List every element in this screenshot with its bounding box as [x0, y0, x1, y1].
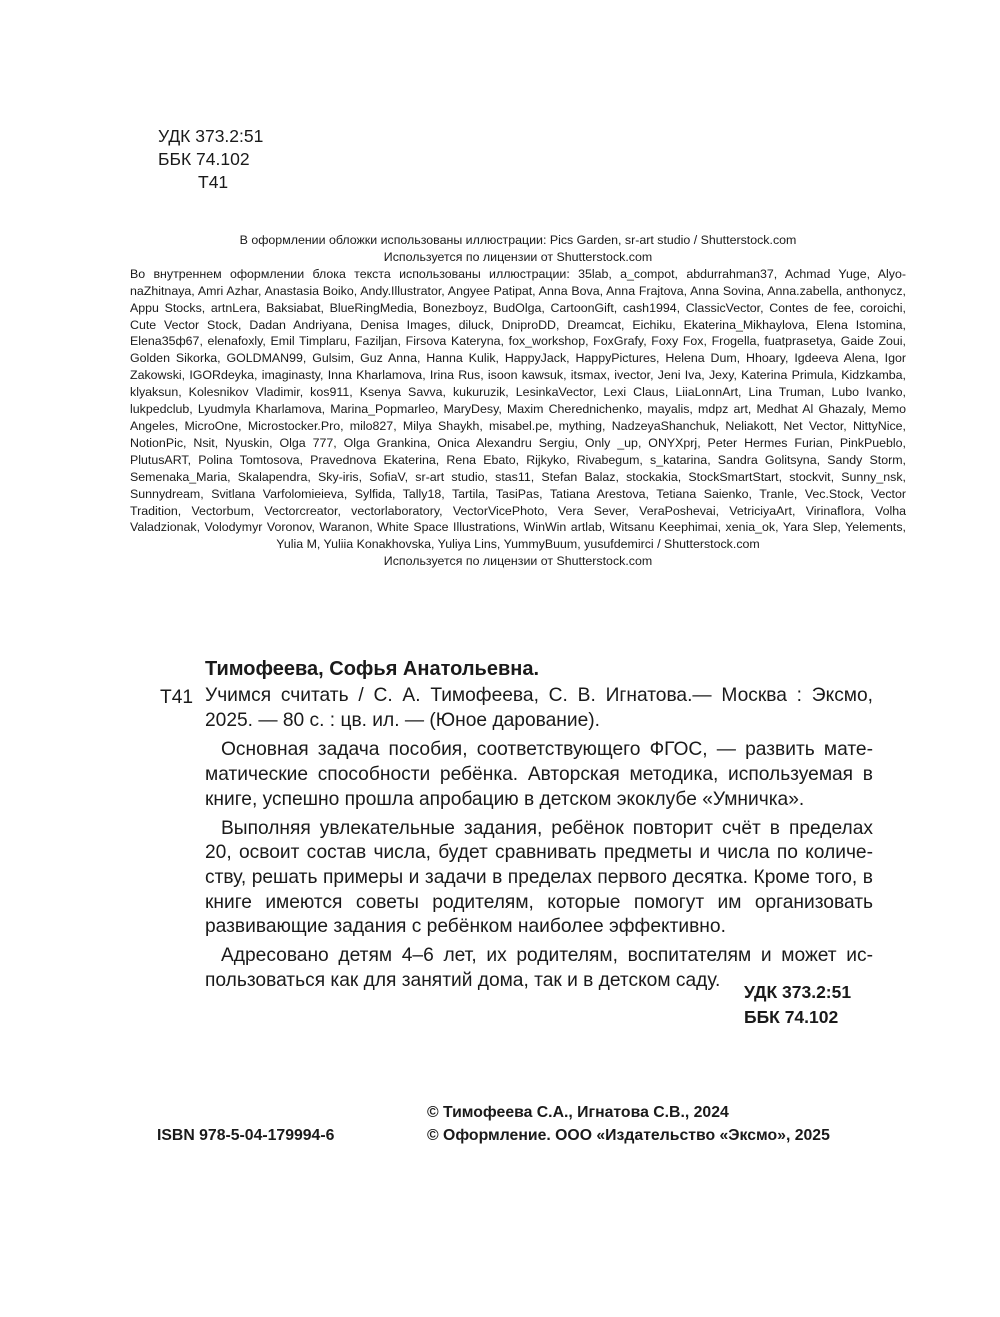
license-note-2: Используется по лицензии от Shutterstock.com	[383, 554, 653, 569]
udk-top: УДК 373.2:51	[158, 126, 264, 146]
annotation-paragraph-2: Выполняя увлекательные задания, ребёнок повторит счёт в пределах 20, освоит состав числа, будет сравнивать предметы и числа по количеству, решать примеры и задачи в пределах первого десятка. Кроме того, в книге имеются советы родителям, которые помогут им организовать развивающие задания с ребёнком наиболее эффективно.	[205, 817, 873, 938]
bbk-bottom: ББК 74.102	[744, 1007, 839, 1027]
copyright-design: © Оформление. ООО «Издательство «Эксмо», 2025	[427, 1127, 830, 1144]
copyright-authors: © Тимофеева С.А., Игнатова С.В., 2024	[427, 1104, 729, 1121]
annotation-paragraph-3: Адресовано детям 4–6 лет, их родителям, воспитателям и может использоваться как для занятий дома, так и в детском саду.	[205, 945, 873, 991]
license-note-1: Используется по лицензии от Shutterstock.com	[383, 249, 653, 264]
illustration-credits	[130, 232, 906, 570]
udk-bottom: УДК 373.2:51	[744, 982, 852, 1002]
classification-bottom	[744, 980, 851, 1030]
isbn: ISBN 978-5-04-179994-6	[157, 1127, 335, 1144]
cover-illustration-credit: В оформлении обложки использованы иллюстрации: Pics Garden, sr-art studio / Shutterstock.com	[239, 233, 797, 247]
catalog-author: Тимофеева, Софья Анатольевна.	[205, 658, 540, 680]
inner-illustration-credit: Во внутреннем оформлении блока текста использованы иллюстрации: 35lab, a_compot, abdurrahman37, Achmad Yuge, AlyonaZhitnaya, Amri Azhar, Anastasia Boiko, Andy.Illustrator, Angyee Patipat, Anna Bova, Anna Frajtova, Anna Sovina, Anna.zabella, anthonycz, Appu Stocks, artnLera, Baksiabat, BlueRingMedia, Bonezboyz, BudOlga, CartoonGift, cash1994, ClassicVector, Contes de fee, coroichi, Cute Vector Stock, Dadan Andriyana, Denisa Images, diluck, DniproDD, Dreamcat, Eichiku, Ekaterina_Mikhaylova, Elena Istomina, Elena35ф67, elenafoxly, Emil Timplaru, Faziljan, Firsova Kateryna, fox_workshop, FoxGrafy, Foxy Fox, Frogella, fuatprasetya, Gaide Zoui, Golden Sikorka, GOLDMAN99, Gulsim, Guz Anna, Hanna Kulik, HappyJack, HappyPictures, Helena Dum, Hhoary, Igdeeva Alena, Igor Zakowski, IGORdeyka, imaginasty, Inna Kharlamova, Irina Rus, isoon kawsuk, itsmax, ivector, Jeni Iva, Jexy, Katerina Primula, Kidzkamba, klyaksun, Kolesnikov Vladimir, kos911, Ksenya Savva, kukuruzik, LesinkaVector, Lexi Claus, LiiaLonnArt, Lina Truman, Lubo Ivanko, lukpedclub, Lyudmyla Kharlamova, Marina_Popmarleo, MaryDesy, Maxim Cherednichenko, mayalis, mdpz art, Medhat Al Ghazaly, Memo Angeles, MicroOne, Microstocker.Pro, milo827, Milya Shaykh, misabel.pe, mything, NadzeyaShanchuk, Neliakott, Net Vector, NittyNice, NotionPic, Nsit, Nyuskin, Olga 777, Olga Grankina, Onica Alexandru Sergiu, Only _up, ONYXprj, Peter Hermes Furian, PinkPueblo, PlutusART, Polina Tomtosova, Pravednova Ekaterina, Rena Ebato, Rijkyko, Rivabegum, s_katarina, Sandra Golitsyna, Sandy Storm, Semenaka_Maria, Skalapendra, Sky-iris, SofiaV, sr-art studio, stas11, Stefan Balaz, stockakia, StockSmartStart, stockvit, Sunny_nsk, Sunnydream, Svitlana Varfolomieieva, Sylfida, Tally18, Tartila, TasiPas, Tatiana Arestova, Tetiana Saienko, Tranle, Vec.Stock, Vector Tradition, Vectorbum, Vectorcreator, vectorlaboratory, VectorVicePhoto, Vera Sever, VeraPoshevai, VetriciyaArt, Virinaflora, Volha Valadzionak, Volodymyr Voronov, Waranon, White Space Illustrations, WinWin artlab, Witsanu Keephimai, xenia_ok, Yara Slep, Yelements, Yulia M, Yuliia Konakhovska, Yuliya Lins, YummyBuum, yusufdemirci / Shutterstock.com	[130, 266, 906, 552]
annotation-paragraph-1: Основная задача пособия, соответствующего ФГОС, — развить математические способности ребёнка. Авторская методика, используемая в книге, успешно прошла апробацию в детском экоклубе «Умничка».	[205, 739, 873, 810]
catalog-cutter: Т41	[160, 687, 194, 708]
cutter-top: Т41	[198, 172, 229, 192]
bbk-top: ББК 74.102	[158, 149, 250, 169]
bibliographic-record: Учимся считать / С. А. Тимофеева, С. В. Игнатова.— Москва : Эксмо, 2025. — 80 с. : цв. ил. — (Юное дарование).	[205, 685, 873, 731]
copyright-block	[427, 1101, 830, 1147]
catalog-description	[205, 684, 873, 993]
